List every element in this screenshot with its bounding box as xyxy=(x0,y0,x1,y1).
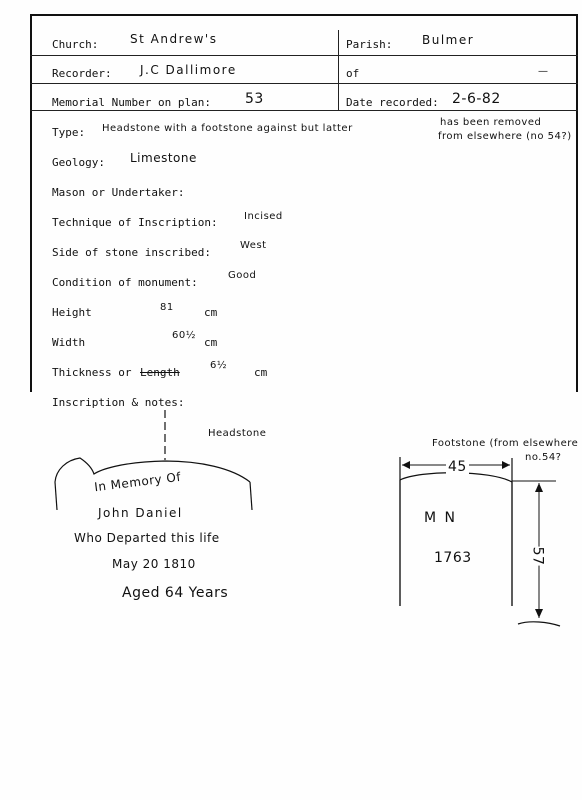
type-label: Type: xyxy=(52,126,86,139)
footstone-year: 1763 xyxy=(434,550,472,566)
church-label: Church: xyxy=(52,38,99,51)
width-unit: cm xyxy=(204,336,218,349)
recorder-value: J.C Dallimore xyxy=(140,63,237,77)
technique-label: Technique of Inscription: xyxy=(52,216,218,229)
side-label: Side of stone inscribed: xyxy=(52,246,211,259)
thickness-label-struck: Length xyxy=(140,366,180,379)
inscription-line-2: John Daniel xyxy=(98,506,183,520)
footstone-height-value: 57 xyxy=(529,546,546,566)
footstone-initials: M N xyxy=(424,510,458,526)
mason-label: Mason or Undertaker: xyxy=(52,186,185,199)
parish-value: Bulmer xyxy=(422,33,475,47)
inscription-notes-label: Inscription & notes: xyxy=(52,396,185,409)
church-value: St Andrew's xyxy=(130,32,218,46)
condition-value: Good xyxy=(228,270,257,281)
memorial-number-label: Memorial Number on plan: xyxy=(52,96,211,109)
height-unit: cm xyxy=(204,306,218,319)
condition-label: Condition of monument: xyxy=(52,276,198,289)
width-value: 60½ xyxy=(172,330,196,341)
height-label: Height xyxy=(52,306,92,319)
inscription-line-3: Who Departed this life xyxy=(74,531,220,545)
recorder-label: Recorder: xyxy=(52,67,112,80)
technique-value: Incised xyxy=(244,211,283,222)
date-recorded-value: 2-6-82 xyxy=(452,91,501,107)
date-recorded-label: Date recorded: xyxy=(346,96,439,109)
parish-label: Parish: xyxy=(346,38,393,51)
of-label: of xyxy=(346,67,360,80)
headstone-side-right xyxy=(250,482,252,510)
width-label: Width xyxy=(52,336,86,349)
geology-label: Geology: xyxy=(52,156,105,169)
thickness-value: 6½ xyxy=(210,360,228,371)
thickness-unit: cm xyxy=(254,366,268,379)
inscription-line-4: May 20 1810 xyxy=(112,557,196,571)
of-value: — xyxy=(538,66,549,77)
height-value: 81 xyxy=(160,302,174,313)
footstone-label-number: no.54? xyxy=(525,452,562,463)
inscription-line-5: Aged 64 Years xyxy=(122,585,229,601)
geology-value: Limestone xyxy=(130,151,197,165)
arrowhead-up xyxy=(535,483,543,492)
thickness-label: Thickness or xyxy=(52,366,132,379)
side-value: West xyxy=(240,240,267,251)
footstone-width-value: 45 xyxy=(448,459,467,475)
type-value-line1: Headstone with a footstone against but latter xyxy=(102,123,353,134)
arrowhead-down xyxy=(535,609,543,618)
type-value-has-been: has been removed xyxy=(440,117,542,128)
inscription-line-1: In Memory Of xyxy=(93,469,182,495)
ground-line xyxy=(518,622,560,626)
headstone-label: Headstone xyxy=(208,428,267,439)
arrowhead-left xyxy=(402,461,410,469)
headstone-side-left xyxy=(55,482,57,510)
type-value-line2: from elsewhere (no 54?) xyxy=(438,131,572,142)
footstone-label: Footstone (from elsewhere xyxy=(432,438,579,449)
memorial-number-value: 53 xyxy=(245,91,264,107)
arrowhead-right xyxy=(502,461,510,469)
